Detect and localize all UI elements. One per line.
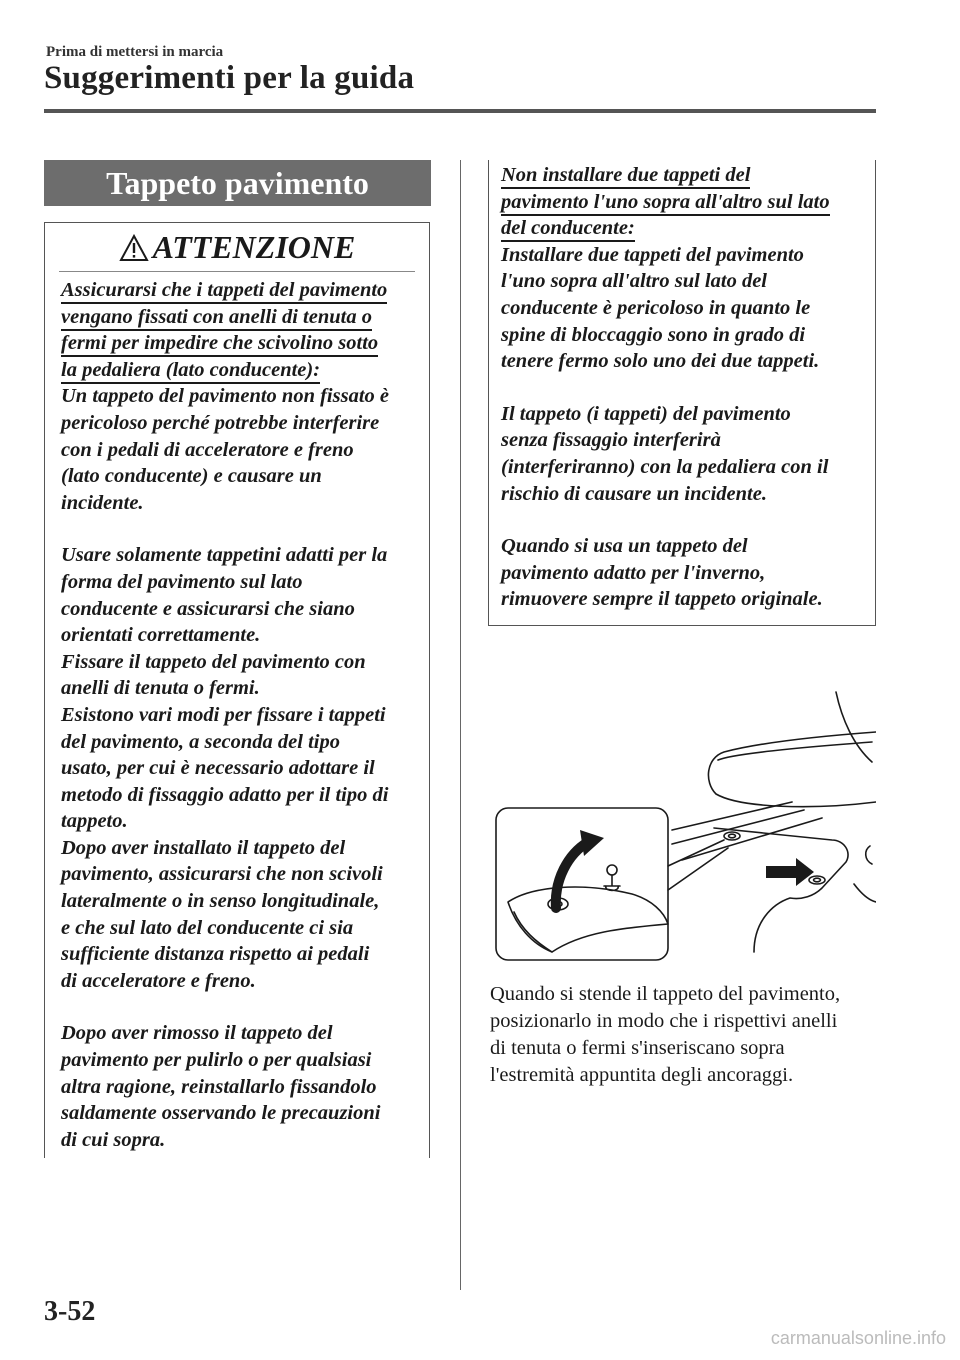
warning-line: orientati correttamente. bbox=[61, 624, 261, 647]
warning-line: Dopo aver installato il tappeto del bbox=[61, 836, 346, 859]
warning-line: di cui sopra. bbox=[61, 1128, 166, 1151]
warning-heading-line: Assicurarsi che i tappeti del pavimento bbox=[61, 279, 387, 304]
warning-text-right bbox=[501, 162, 863, 613]
warning-line: tappeto. bbox=[61, 810, 128, 833]
warning-line: Fissare il tappeto del pavimento con bbox=[61, 650, 366, 673]
section-title: Tappeto pavimento bbox=[106, 164, 369, 201]
section-banner bbox=[44, 160, 431, 206]
warning-line: pavimento per pulirlo o per qualsiasi bbox=[61, 1049, 372, 1072]
warning-line: con i pedali di acceleratore e freno bbox=[61, 438, 354, 461]
warning-line: Quando si usa un tappeto del bbox=[501, 535, 748, 558]
warning-line: senza fissaggio interferirà bbox=[501, 429, 721, 452]
page-title: Suggerimenti per la guida bbox=[44, 60, 415, 96]
warning-heading-line: del conducente: bbox=[501, 217, 635, 242]
warning-line: del pavimento, a seconda del tipo bbox=[61, 730, 340, 753]
warning-block-5 bbox=[501, 401, 863, 507]
warning-line: pericoloso perché potrebbe interferire bbox=[61, 411, 380, 434]
warning-label: ATTENZIONE bbox=[152, 229, 356, 265]
warning-line: rischio di causare un incidente. bbox=[501, 482, 767, 505]
warning-header bbox=[45, 229, 429, 266]
warning-line: rimuovere sempre il tappeto originale. bbox=[501, 588, 823, 611]
warning-line: Il tappeto (i tappeti) del pavimento bbox=[501, 402, 791, 425]
warning-box-right bbox=[488, 160, 876, 626]
warning-line: pavimento adatto per l'inverno, bbox=[501, 561, 766, 584]
warning-line: sufficiente distanza rispetto ai pedali bbox=[61, 943, 370, 966]
warning-line: Dopo aver rimosso il tappeto del bbox=[61, 1022, 333, 1045]
anchor-ring bbox=[809, 876, 825, 884]
caption-line: di tenuta o fermi s'inseriscano sopra bbox=[490, 1037, 785, 1059]
warning-line: l'uno sopra all'altro sul lato del bbox=[501, 270, 767, 293]
warning-line: saldamente osservando le precauzioni bbox=[61, 1102, 381, 1125]
warning-line: Usare solamente tappetini adatti per la bbox=[61, 544, 388, 567]
column-divider bbox=[460, 160, 461, 1290]
warning-block-1 bbox=[61, 277, 419, 516]
floor-mat-outline bbox=[714, 828, 848, 952]
warning-heading-line: pavimento l'uno sopra all'altro sul lato bbox=[501, 191, 830, 216]
warning-heading-line: la pedaliera (lato conducente): bbox=[61, 359, 320, 384]
warning-block-4 bbox=[501, 162, 863, 375]
warning-line: metodo di fissaggio adatto per il tipo di bbox=[61, 783, 389, 806]
caption-line: posizionarlo in modo che i rispettivi anelli bbox=[490, 1010, 838, 1032]
figure-caption bbox=[490, 981, 880, 1089]
seat-back bbox=[836, 692, 872, 762]
header-rule bbox=[44, 109, 876, 113]
anchor-ring bbox=[724, 832, 740, 840]
caption-line: Quando si stende il tappeto del pavimento, bbox=[490, 983, 841, 1005]
warning-line: Un tappeto del pavimento non fissato è bbox=[61, 385, 389, 408]
warning-line: pavimento, assicurarsi che non scivoli bbox=[61, 863, 383, 886]
caption-line: l'estremità appuntita degli ancoraggi. bbox=[490, 1064, 794, 1086]
warning-line: Esistono vari modi per fissare i tappeti bbox=[61, 703, 386, 726]
warning-heading-line: Non installare due tappeti del bbox=[501, 164, 750, 189]
warning-block-3 bbox=[61, 1020, 419, 1153]
warning-line: (lato conducente) e causare un bbox=[61, 465, 322, 488]
page-number: 3-52 bbox=[44, 1296, 96, 1327]
warning-heading-line: fermi per impedire che scivolino sotto bbox=[61, 332, 378, 357]
warning-line: altra ragione, reinstallarlo fissandolo bbox=[61, 1075, 377, 1098]
warning-line: anelli di tenuta o fermi. bbox=[61, 677, 260, 700]
warning-line: lateralmente o in senso longitudinale, bbox=[61, 890, 380, 913]
warning-line: incidente. bbox=[61, 491, 144, 514]
warning-line: tenere fermo solo uno dei due tappeti. bbox=[501, 350, 820, 373]
warning-line: e che sul lato del conducente ci sia bbox=[61, 916, 354, 939]
warning-block-2 bbox=[61, 542, 419, 994]
warning-line: usato, per cui è necessario adottare il bbox=[61, 757, 375, 780]
warning-heading-line: vengano fissati con anelli di tenuta o bbox=[61, 306, 372, 331]
warning-triangle-icon bbox=[119, 234, 149, 262]
watermark: carmanualsonline.info bbox=[770, 1328, 946, 1348]
direction-arrow bbox=[766, 858, 814, 886]
warning-line: di acceleratore e freno. bbox=[61, 969, 256, 992]
warning-line: spine di bloccaggio sono in grado di bbox=[501, 323, 806, 346]
warning-line: forma del pavimento sul lato bbox=[61, 570, 303, 593]
warning-line: (interferiranno) con la pedaliera con il bbox=[501, 455, 829, 478]
warning-line: Installare due tappeti del pavimento bbox=[501, 243, 804, 266]
warning-header-rule bbox=[59, 271, 415, 272]
breadcrumb: Prima di mettersi in marcia bbox=[46, 44, 224, 60]
warning-block-6 bbox=[501, 533, 863, 613]
warning-box-left bbox=[44, 222, 430, 1158]
warning-line: conducente è pericoloso in quanto le bbox=[501, 296, 811, 319]
warning-text-left bbox=[61, 277, 419, 1153]
warning-line: conducente e assicurarsi che siano bbox=[61, 597, 355, 620]
floor-mat-illustration bbox=[492, 690, 876, 966]
